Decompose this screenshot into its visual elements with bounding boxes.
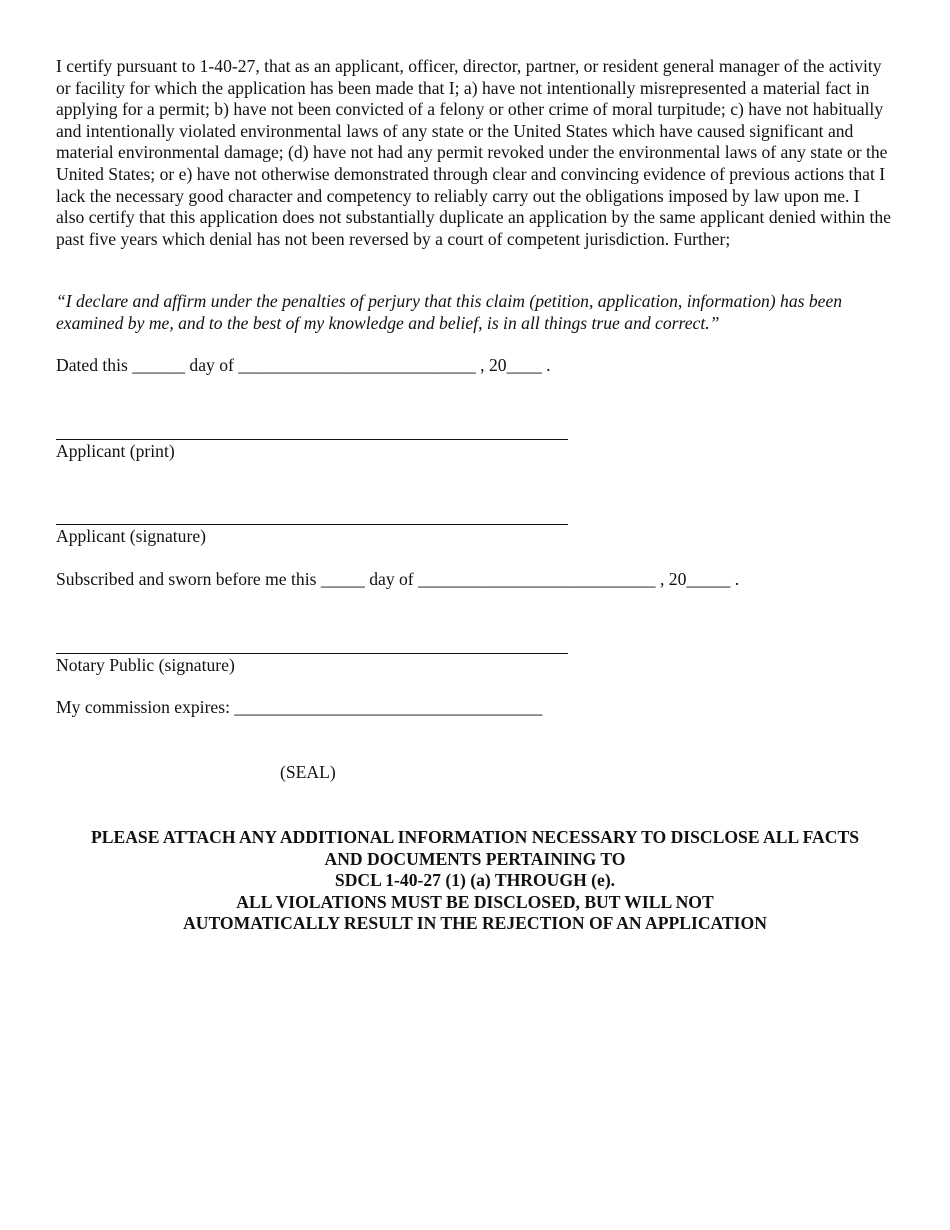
affidavit-page (56, 56, 896, 934)
notice-line-3: SDCL 1-40-27 (1) (a) THROUGH (e). (334, 870, 616, 891)
applicant-signature-label: Applicant (signature) (56, 526, 206, 546)
notice-line-4: ALL VIOLATIONS MUST BE DISCLOSED, BUT WILL NOT (236, 891, 714, 912)
seal-label: (SEAL) (280, 762, 336, 782)
commission-expires-line: My commission expires: ___________________________________ (56, 697, 543, 717)
applicant-signature-line (56, 524, 568, 525)
disclosure-notice (56, 827, 894, 935)
dated-line: Dated this ______ day of ___________________________ , 20____ . (56, 355, 551, 375)
applicant-print-label: Applicant (print) (56, 441, 175, 461)
notary-signature-line (56, 653, 568, 654)
notary-signature-label: Notary Public (signature) (56, 655, 235, 675)
notice-line-2: AND DOCUMENTS PERTAINING TO (324, 848, 626, 869)
certification-paragraph: I certify pursuant to 1-40-27, that as an applicant, officer, director, partner, or resident general manager of the activity or facility for which the application has been made that I; a) have not intentionally misrepresented a material fact in applying for a permit; b) have not been convicted of a felony or other crime of moral turpitude; c) have not habitually and intentionally violated environmental laws of any state or the United States which have caused significant and material environmental damage; (d) have not had any permit revoked under the environmental laws of any state or the United States; or e) have not otherwise demonstrated through clear and convincing evidence of previous actions that I lack the necessary good character and competency to reliably carry out the obligations imposed by law upon me. I also certify that this application does not substantially duplicate an application by the same applicant denied within the past five years which denial has not been reversed by a court of competent jurisdiction. Further; (56, 56, 891, 249)
perjury-declaration: “I declare and affirm under the penalties of perjury that this claim (petition, application, information) has been examined by me, and to the best of my knowledge and belief, is in all things true and correct.” (56, 291, 843, 333)
notice-line-1: PLEASE ATTACH ANY ADDITIONAL INFORMATION NECESSARY TO DISCLOSE ALL FACTS (91, 827, 859, 847)
applicant-print-line (56, 439, 568, 440)
notice-line-5: AUTOMATICALLY RESULT IN THE REJECTION OF AN APPLICATION (183, 913, 767, 934)
sworn-line: Subscribed and sworn before me this _____ day of ___________________________ , 20_____ . (56, 569, 740, 589)
